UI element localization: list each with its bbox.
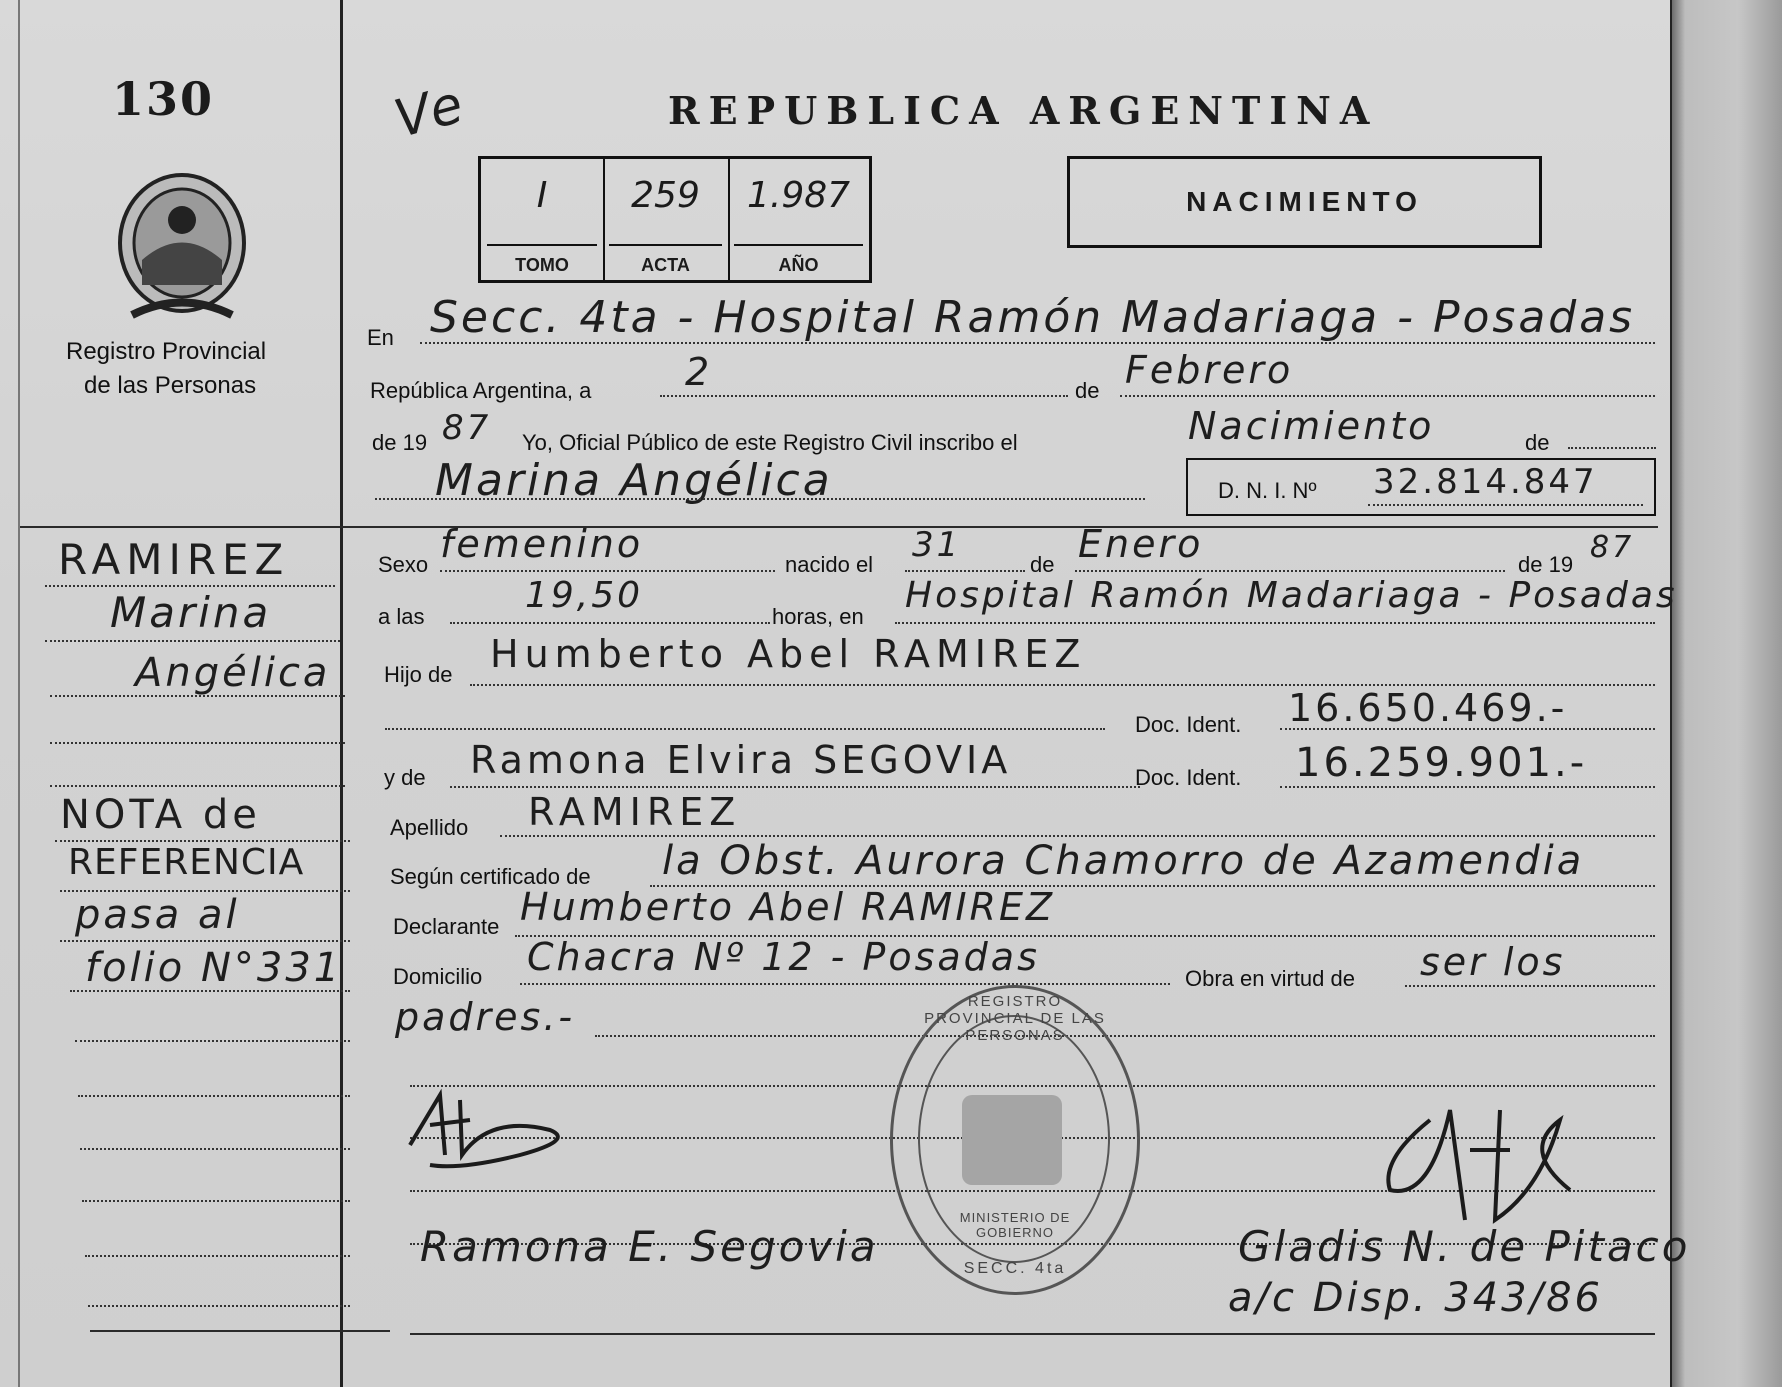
seal-bottom-text: SECC. 4ta [963,1260,1067,1277]
margin-surname: RAMIREZ [58,535,290,584]
page-edge-shadow [1672,0,1782,1387]
tomo-value: I [536,175,548,216]
dni-value: 32.814.847 [1373,462,1598,502]
official-seal [890,985,1140,1295]
seal-outer-text: REGISTRO PROVINCIAL DE LAS PERSONAS [924,993,1106,1044]
page-number: 130 [112,72,215,126]
acta-value: 259 [631,175,700,216]
declarant-signature [400,1085,590,1175]
de3-label: de [1030,552,1055,577]
declarante-value: Humberto Abel RAMIREZ [520,885,1055,929]
day-value: 2 [685,350,713,394]
name-value: Marina Angélica [435,455,833,506]
apellido-label: Apellido [390,815,469,840]
margin-second-name: Angélica [135,650,331,696]
registry-name-line1: Registro Provincial [66,338,267,365]
republica-label: República Argentina, a [370,378,592,403]
en-value: Secc. 4ta - Hospital Ramón Madariaga - Posadas [430,292,1636,343]
obra-value: ser los [1420,940,1566,984]
yo-text: Yo, Oficial Público de este Registro Civil inscribo el [522,430,1018,455]
anio-value: 1.987 [746,175,851,216]
dni-label: D. N. I. Nº [1218,478,1317,503]
doc-label-mother: Doc. Ident. [1135,765,1242,790]
domicilio-label: Domicilio [393,964,483,989]
declarante-label: Declarante [393,914,500,939]
madre-value: Ramona Elvira SEGOVIA [470,738,1012,782]
a-las-label: a las [378,604,425,629]
margin-note-line1: NOTA de [60,792,261,838]
binding-edge [18,0,20,1387]
madre-doc: 16.259.901.- [1295,740,1588,786]
registry-name-line2: de las Personas [84,372,257,399]
doc-label-father: Doc. Ident. [1135,712,1242,737]
mother-signature: Ramona E. Segovia [420,1222,879,1271]
record-type-box [1067,156,1542,248]
sexo-value: femenino [440,522,644,566]
hora-value: 19,50 [525,575,644,616]
hijo-label: Hijo de [384,662,453,687]
apellido-value: RAMIREZ [528,790,742,834]
reference-box [478,156,872,283]
nacido-month: Enero [1078,522,1204,566]
officer-signature-line2: a/c Disp. 343/86 [1228,1275,1603,1321]
margin-separator [340,0,343,1387]
officer-signature-line1: Gladis N. de Pitaco [1238,1222,1691,1271]
margin-first-name: Marina [110,588,272,637]
anio-cell [728,159,869,280]
acta-label: ACTA [641,255,690,275]
act-value: Nacimiento [1188,404,1435,448]
en-label: En [367,325,394,350]
acta-cell [603,159,730,280]
anio-label: AÑO [778,255,819,275]
lugar-value: Hospital Ramón Madariaga - Posadas [905,575,1678,616]
domicilio-value: Chacra Nº 12 - Posadas [527,935,1040,979]
country-heading: REPUBLICA ARGENTINA [668,88,1379,133]
year-value: 87 [442,408,492,448]
margin-note-line4: folio N°331 [85,945,343,991]
dni-box [1186,458,1656,516]
officer-initials-signature [1370,1080,1590,1240]
horas-en-label: horas, en [772,604,864,629]
margin-note-line3: pasa al [75,892,240,938]
seal-inner-text: MINISTERIO DE GOBIERNO [959,1210,1071,1240]
province-emblem [112,165,252,320]
de2-label: de [1525,430,1550,455]
tomo-label: TOMO [515,255,569,275]
de-label: de [1075,378,1100,403]
check-mark: Ve [388,73,473,151]
certificado-label: Según certificado de [390,864,591,889]
de19-label: de 19 [1518,552,1574,577]
month-value: Febrero [1125,348,1294,392]
y-de-label: y de [384,765,426,790]
nacido-day: 31 [912,525,962,565]
nacido-label: nacido el [785,552,874,577]
obra-value-2: padres.- [395,995,576,1039]
certificado-value: la Obst. Aurora Chamorro de Azamendia [662,838,1585,884]
tomo-cell [481,159,605,280]
nacido-year: 87 [1590,530,1635,565]
seal-emblem [962,1095,1062,1185]
year-prefix: de 19 [372,430,428,455]
obra-label: Obra en virtud de [1185,966,1355,991]
padre-value: Humberto Abel RAMIREZ [490,632,1087,676]
padre-doc: 16.650.469.- [1288,686,1568,730]
sexo-label: Sexo [378,552,429,577]
right-border [1670,0,1672,1387]
margin-note-line2: REFERENCIA [68,842,305,883]
record-type: NACIMIENTO [1186,186,1423,217]
